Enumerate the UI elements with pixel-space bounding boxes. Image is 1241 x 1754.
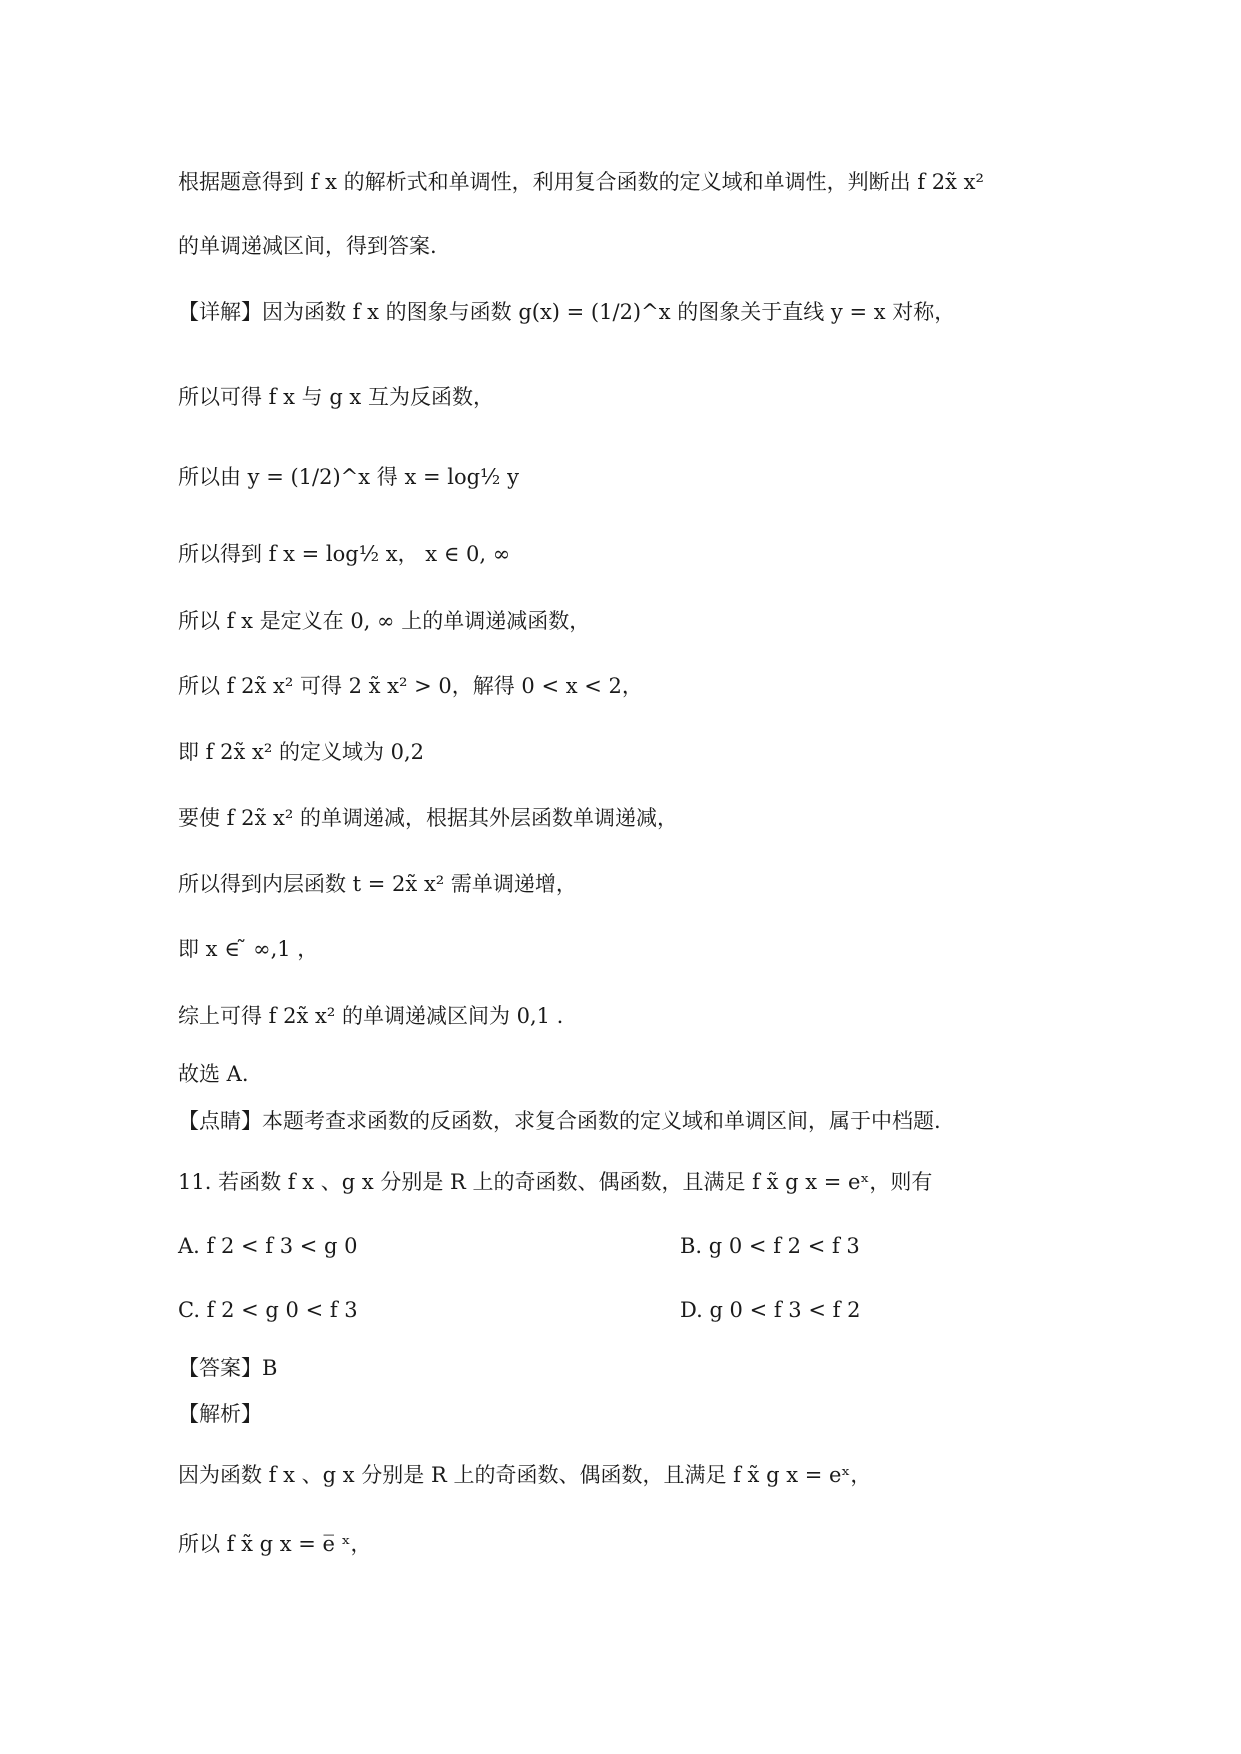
solution-header: 【解析】: [178, 1402, 262, 1426]
solution-line-2: 所以 f x̃ g x = e̅ ˣ，: [178, 1532, 372, 1556]
analysis-line-2: 的单调递减区间，得到答案.: [178, 234, 437, 258]
conclusion: 综上可得 f 2x̃ x² 的单调递减区间为 0,1 .: [178, 1004, 564, 1028]
option-a: A. f 2 < f 3 < g 0: [178, 1234, 358, 1258]
option-c: C. f 2 < g 0 < f 3: [178, 1298, 358, 1322]
solution-line-1: 因为函数 f x 、g x 分别是 R 上的奇函数、偶函数，且满足 f x̃ g x = eˣ，: [178, 1463, 872, 1487]
domain-inequality: 所以 f 2x̃ x² 可得 2 x̃ x² > 0，解得 0 < x < 2，: [178, 674, 643, 698]
analysis-line-1: 根据题意得到 f x 的解析式和单调性，利用复合函数的定义域和单调性，判断出 f 2x̃ x²: [178, 170, 984, 194]
answer-line: 【答案】B: [178, 1356, 278, 1380]
question-11: 11. 若函数 f x 、g x 分别是 R 上的奇函数、偶函数，且满足 f x̃ g x = eˣ，则有: [178, 1170, 933, 1194]
interval-note: 即 x ∈ ̃ ∞,1 ，: [178, 937, 319, 961]
inner-function-note: 所以得到内层函数 t = 2x̃ x² 需单调递增，: [178, 872, 577, 896]
f-expression: 所以得到 f x = log½ x， x ∈ 0, ∞: [178, 542, 511, 566]
monotonic-note: 所以 f x 是定义在 0, ∞ 上的单调递减函数，: [178, 609, 591, 633]
detail-intro: 【详解】因为函数 f x 的图象与函数 g(x) = (1/2)^x 的图象关于直线 y = x 对称，: [178, 300, 956, 324]
domain-result: 即 f 2x̃ x² 的定义域为 0,2: [178, 740, 425, 764]
outer-function-note: 要使 f 2x̃ x² 的单调递减，根据其外层函数单调递减，: [178, 806, 678, 830]
option-b: B. g 0 < f 2 < f 3: [680, 1234, 860, 1258]
choice-a: 故选 A.: [178, 1062, 249, 1086]
remark: 【点睛】本题考查求函数的反函数，求复合函数的定义域和单调区间，属于中档题.: [178, 1109, 941, 1133]
inverse-function-note: 所以可得 f x 与 g x 互为反函数，: [178, 385, 494, 409]
option-d: D. g 0 < f 3 < f 2: [680, 1298, 861, 1322]
log-derivation: 所以由 y = (1/2)^x 得 x = log½ y: [178, 465, 519, 489]
